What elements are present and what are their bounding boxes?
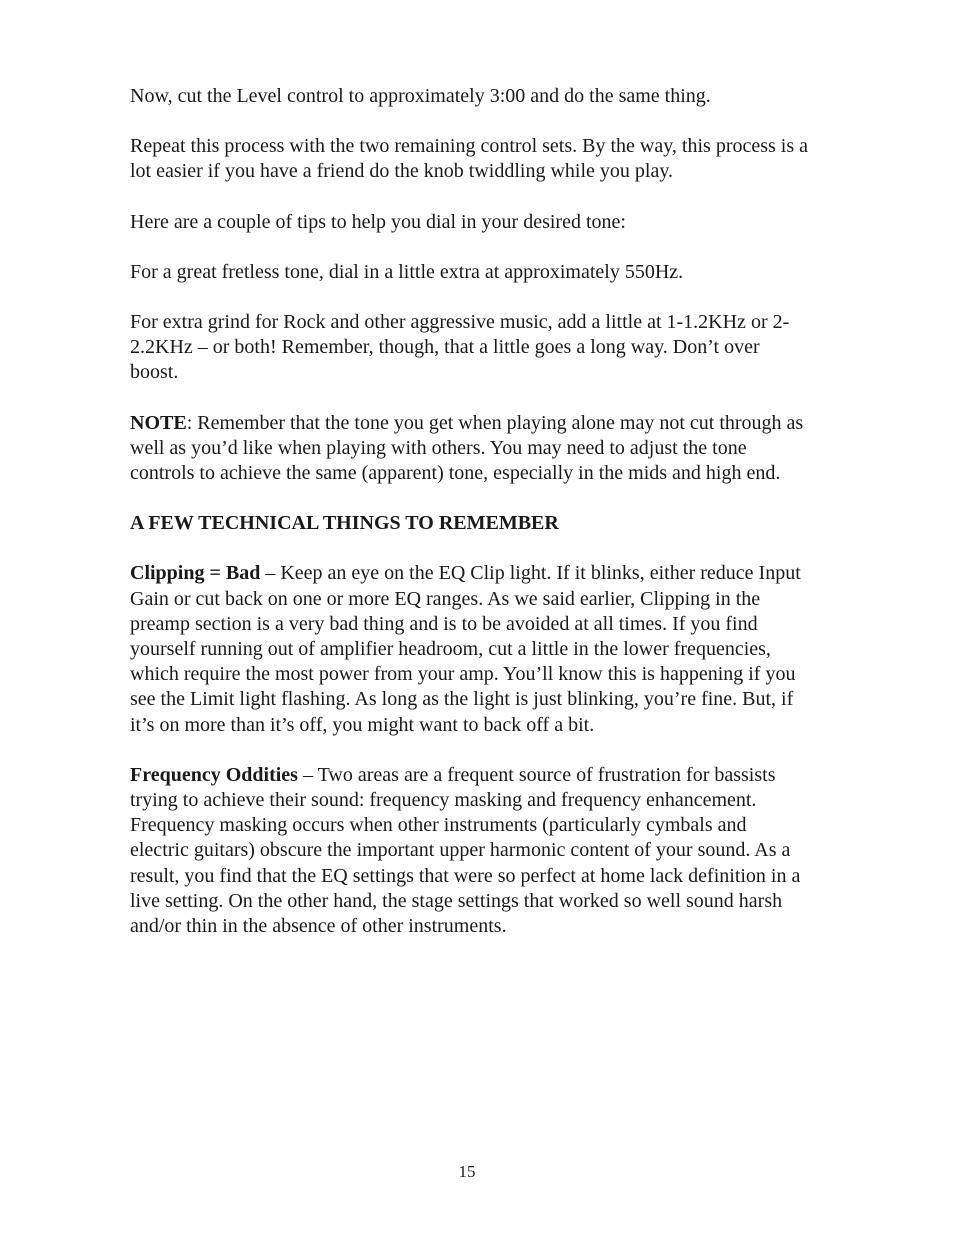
paragraph-fretless-tip: For a great fretless tone, dial in a little extra at approximately 550Hz. (130, 260, 684, 283)
clipping-label: Clipping = Bad (130, 562, 261, 585)
paragraph-note (130, 411, 810, 487)
note-text: : Remember that the tone you get when playing alone may not cut through as well as you’d like when playing with others. You may need to adjust the tone controls to achieve the same (apparent) tone, especially in the mids and high end. (130, 411, 804, 485)
paragraph-clipping (130, 561, 810, 737)
note-label: NOTE (130, 411, 187, 434)
page-number: 15 (458, 1162, 476, 1181)
paragraph-level-control: Now, cut the Level control to approximately 3:00 and do the same thing. (130, 85, 711, 107)
page-body (130, 84, 810, 964)
clipping-text: – Keep an eye on the EQ Clip light. If it blinks, either reduce Input Gain or cut back on one or more EQ ranges. As we said earlier, Clipping in the preamp section is a very bad thing and is to be avoided at all times. If you find yourself running out of amplifier headroom, cut a little in the lower frequencies, which require the most power from your amp. You’ll know this is happening if you see the Limit light flashing. As long as the light is just blinking, you’re fine. But, if it’s on more than it’s off, you might want to back off a bit. (130, 562, 801, 736)
paragraph-repeat-process: Repeat this process with the two remaining control sets. By the way, this process is a lot easier if you have a friend do the knob twiddling while you play. (130, 135, 809, 183)
paragraph-frequency-oddities (130, 763, 810, 939)
section-heading: A FEW TECHNICAL THINGS TO REMEMBER (130, 512, 559, 535)
frequency-label: Frequency Oddities (130, 763, 298, 786)
frequency-text: – Two areas are a frequent source of frustration for bassists trying to achieve their sound: frequency masking and frequency enhancement. Frequency masking occurs when other instruments (particularly cymbals and electric guitars) obscure the important upper harmonic content of your sound. As a result, you find that the EQ settings that were so perfect at home lack definition in a live setting. On the other hand, the stage settings that worked so well sound harsh and/or thin in the absence of other instruments. (130, 763, 801, 938)
paragraph-grind-tip: For extra grind for Rock and other aggressive music, add a little at 1-1.2KHz or 2-2.2KHz – or both! Remember, though, that a little goes a long way. Don’t over boost. (130, 311, 790, 384)
paragraph-tips-intro: Here are a couple of tips to help you dial in your desired tone: (130, 210, 626, 233)
